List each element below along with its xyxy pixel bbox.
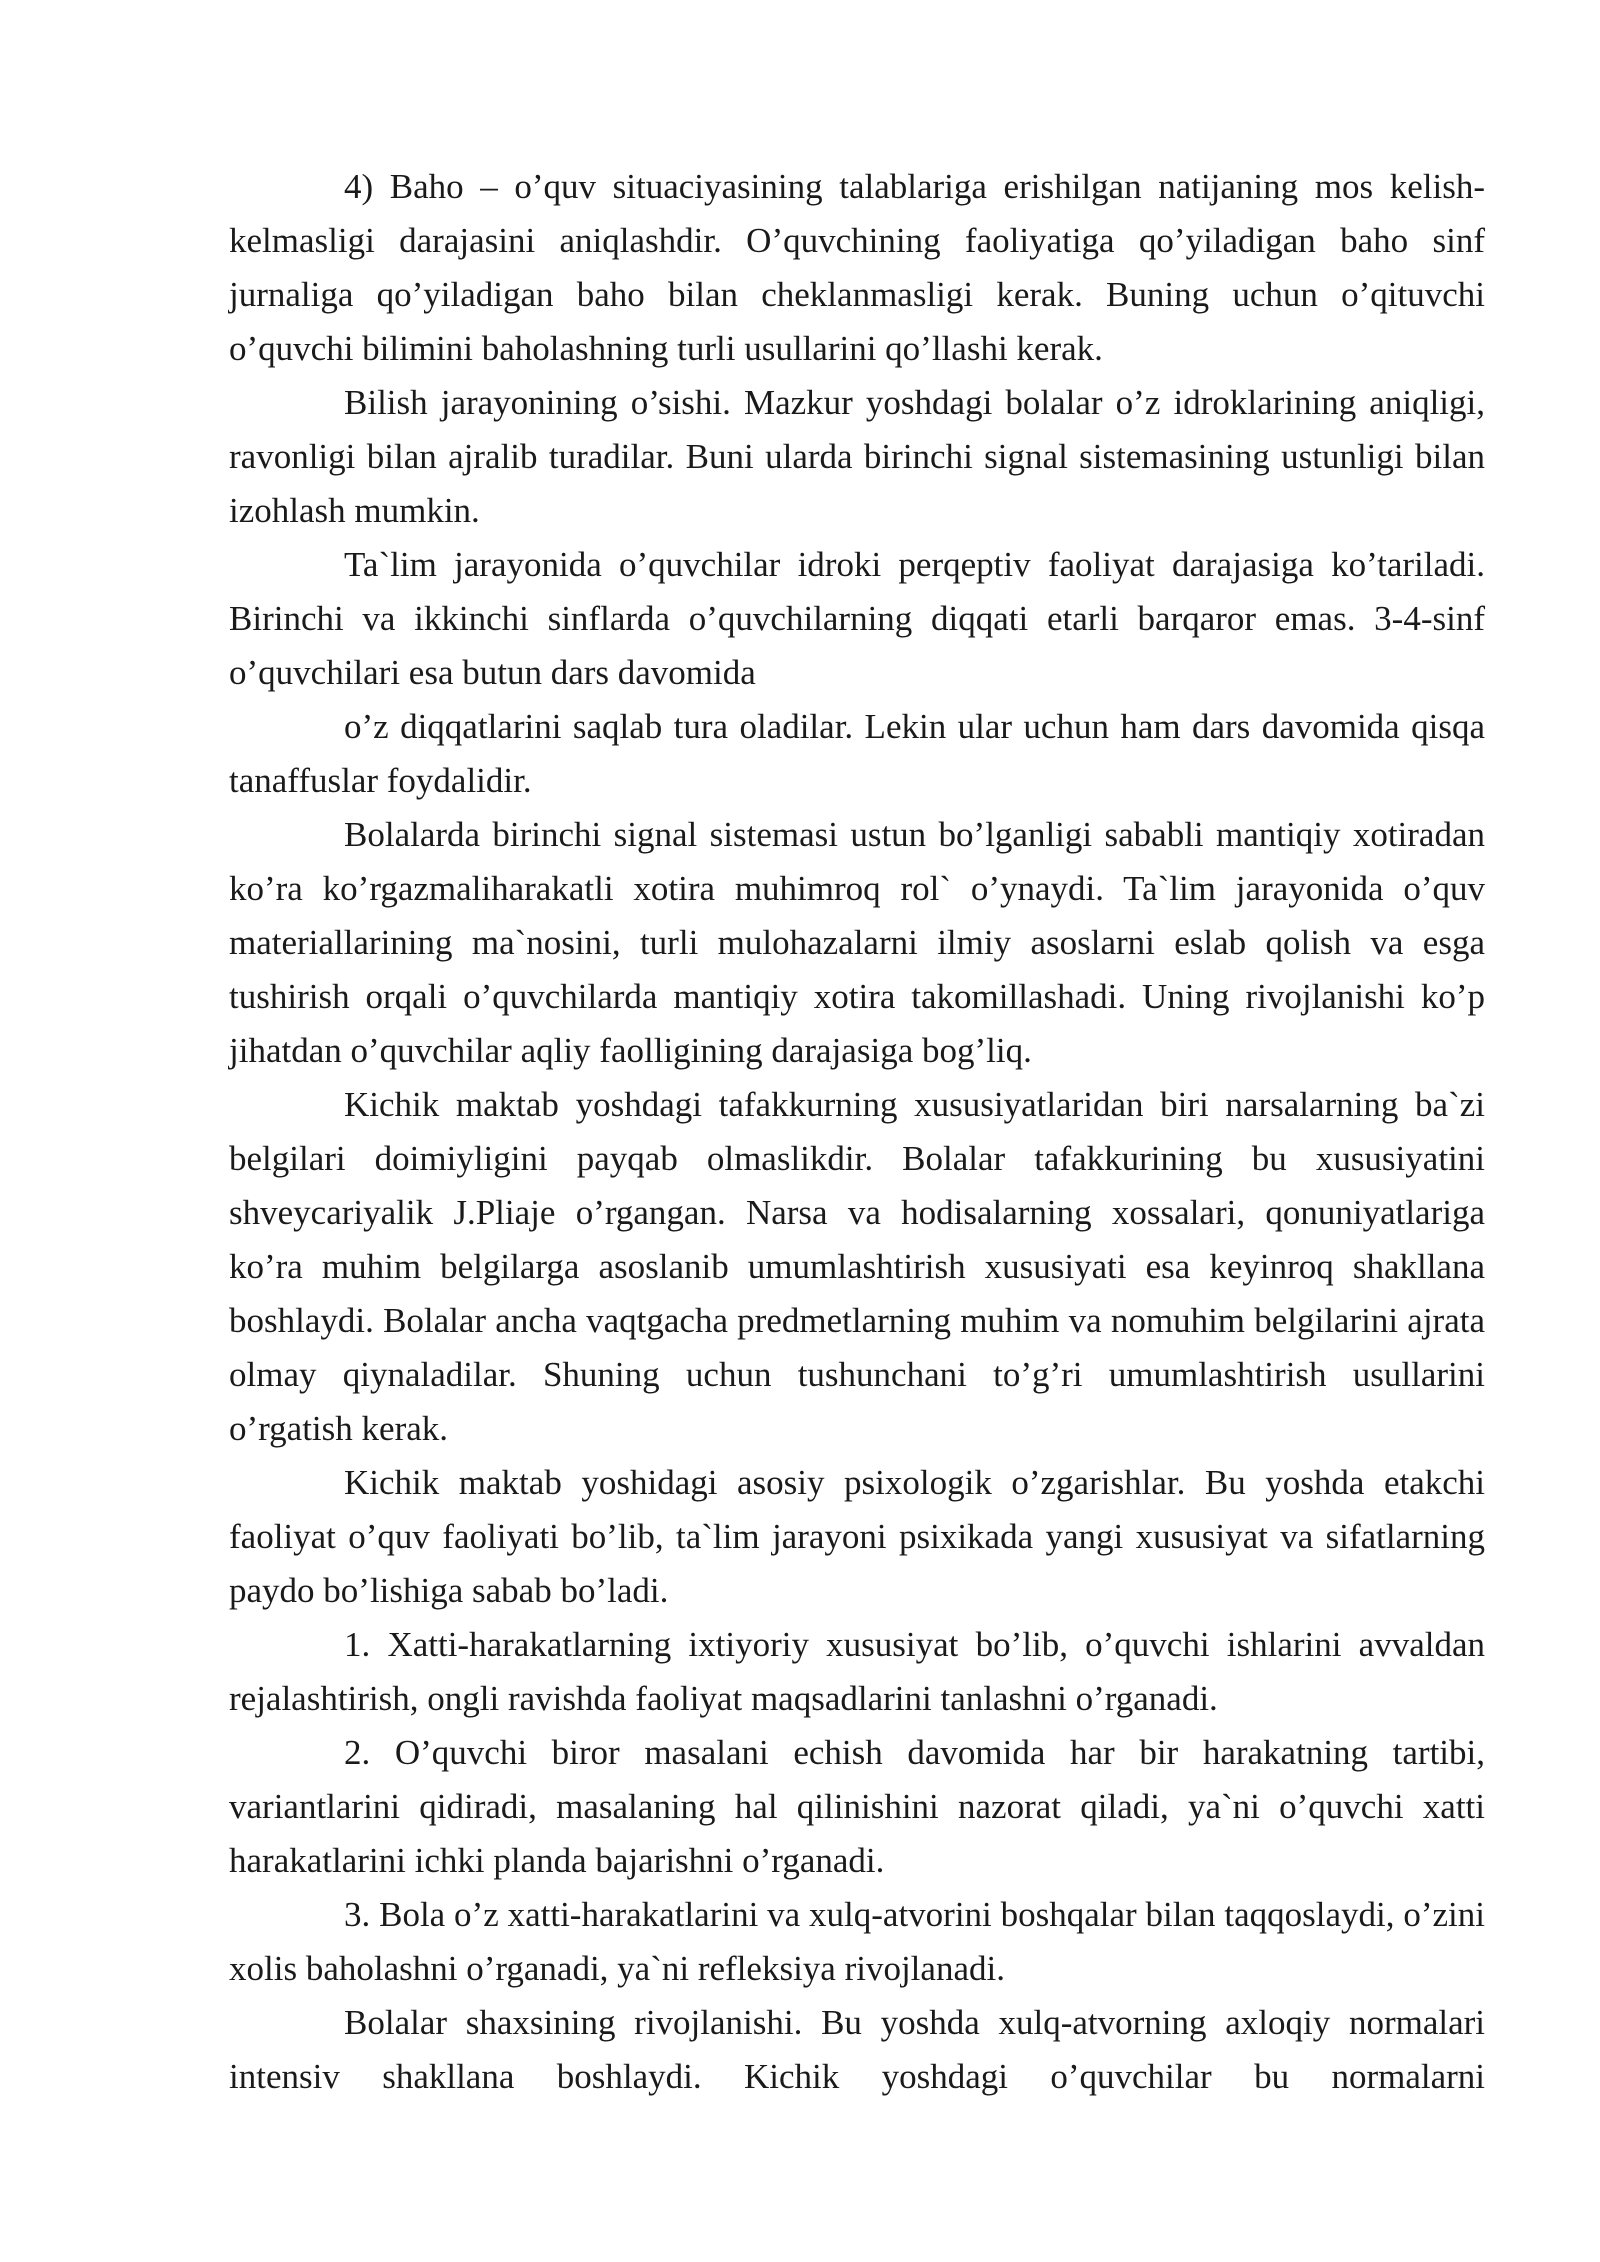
paragraph: Bolalarda birinchi signal sistemasi ustun bo’lganligi sababli mantiqiy xotiradan ko’ra ko’rgazmaliharakatli xotira muhimroq rol` o’ynaydi. Ta`lim jarayonida o’quv materiallarining ma`nosini, turli mulohazalarni ilmiy asoslarni eslab qolish va esga tushirish orqali o’quvchilarda mantiqiy xotira takomillashadi. Uning rivojlanishi ko’p jihatdan o’quvchilar aqliy faolligining darajasiga bog’liq.: [229, 815, 1485, 1070]
paragraph: 2. O’quvchi biror masalani echish davomida har bir harakatning tartibi, variantlarini qidiradi, masalaning hal qilinishini nazorat qiladi, ya`ni o’quvchi xatti harakatlarini ichki planda bajarishni o’rganadi.: [229, 1733, 1485, 1880]
paragraph: Kichik maktab yoshidagi asosiy psixologik o’zgarishlar. Bu yoshda etakchi faoliyat o’quv faoliyati bo’lib, ta`lim jarayoni psixikada yangi xususiyat va sifatlarning paydo bo’lishiga sabab bo’ladi.: [229, 1463, 1485, 1610]
document-page: [229, 160, 1485, 2104]
paragraph: 1. Xatti-harakatlarning ixtiyoriy xususiyat bo’lib, o’quvchi ishlarini avvaldan rejalashtirish, ongli ravishda faoliyat maqsadlarini tanlashni o’rganadi.: [229, 1625, 1485, 1718]
paragraph: 3. Bola o’z xatti-harakatlarini va xulq-atvorini boshqalar bilan taqqoslaydi, o’zini xolis baholashni o’rganadi, ya`ni refleksiya rivojlanadi.: [229, 1895, 1485, 1988]
paragraph: Kichik maktab yoshdagi tafakkurning xususiyatlaridan biri narsalarning ba`zi belgilari doimiyligini payqab olmaslikdir. Bolalar tafakkurining bu xususiyatini shveycariyalik J.Pliaje o’rgangan. Narsa va hodisalarning xossalari, qonuniyatlariga ko’ra muhim belgilarga asoslanib umumlashtirish xususiyati esa keyinroq shakllana boshlaydi. Bolalar ancha vaqtgacha predmetlarning muhim va nomuhim belgilarini ajrata olmay qiynaladilar. Shuning uchun tushunchani to’g’ri umumlashtirish usullarini o’rgatish kerak.: [229, 1085, 1485, 1448]
paragraph: 4) Baho – o’quv situaciyasining talablariga erishilgan natijaning mos kelish-kelmasligi darajasini aniqlashdir. O’quvchining faoliyatiga qo’yiladigan baho sinf jurnaliga qo’yiladigan baho bilan cheklanmasligi kerak. Buning uchun o’qituvchi o’quvchi bilimini baholashning turli usullarini qo’llashi kerak.: [229, 167, 1485, 368]
paragraph: Bilish jarayonining o’sishi. Mazkur yoshdagi bolalar o’z idroklarining aniqligi, ravonligi bilan ajralib turadilar. Buni ularda birinchi signal sistemasining ustunligi bilan izohlash mumkin.: [229, 383, 1485, 530]
paragraph: Bolalar shaxsining rivojlanishi. Bu yoshda xulq-atvorning axloqiy normalari intensiv shakllana boshlaydi. Kichik yoshdagi o’quvchilar bu normalarni: [229, 2003, 1485, 2096]
paragraph: o’z diqqatlarini saqlab tura oladilar. Lekin ular uchun ham dars davomida qisqa tanaffuslar foydalidir.: [229, 707, 1485, 800]
paragraph: Ta`lim jarayonida o’quvchilar idroki perqeptiv faoliyat darajasiga ko’tariladi. Birinchi va ikkinchi sinflarda o’quvchilarning diqqati etarli barqaror emas. 3-4-sinf o’quvchilari esa butun dars davomida: [229, 545, 1485, 692]
